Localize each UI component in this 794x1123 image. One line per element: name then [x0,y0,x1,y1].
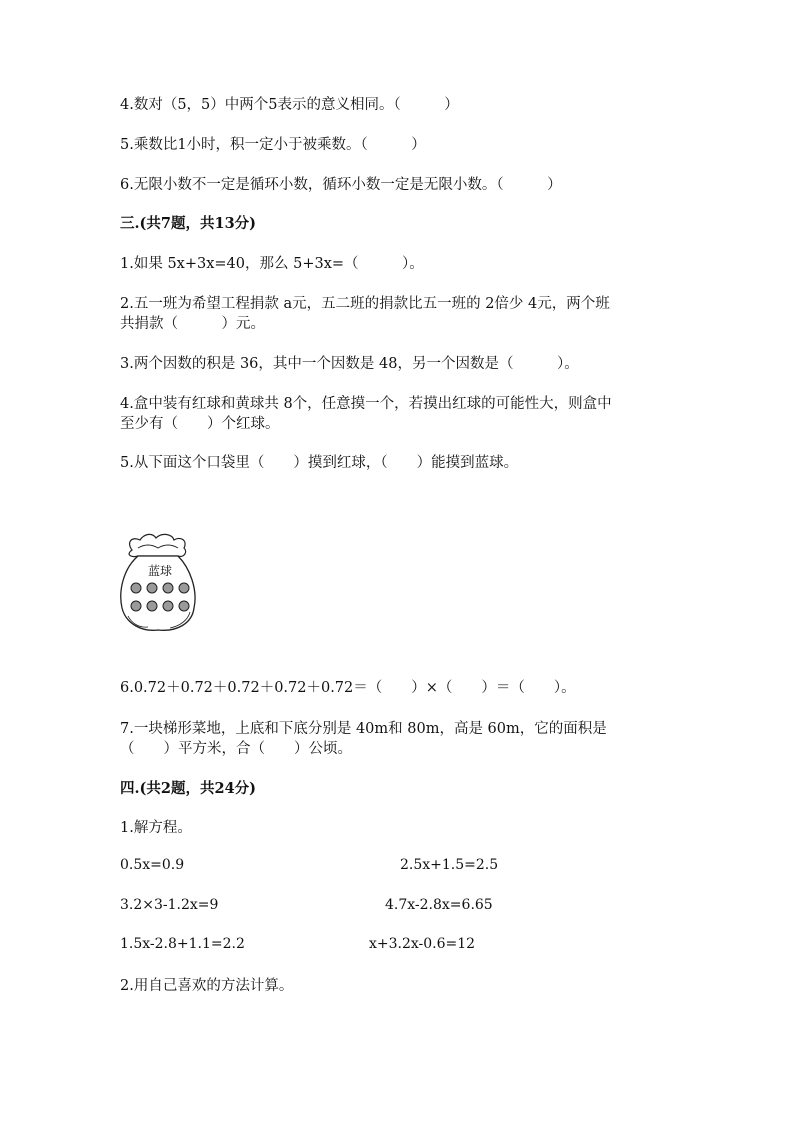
section3-q6: 6.0.72＋0.72＋0.72＋0.72＋0.72＝（ ）×（ ）＝（ ）。 [120,680,576,696]
section3-q4-line1: 4.盒中装有红球和黄球共 8个，任意摸一个，若摸出红球的可能性大，则盒中 [120,396,612,412]
section3-q7-line2: （ ）平方米，合（ ）公顷。 [120,741,352,757]
section4-q2: 2.用自己喜欢的方法计算。 [120,978,294,994]
equation-6: x+3.2x-0.6=12 [369,936,476,952]
section3-q3: 3.两个因数的积是 36，其中一个因数是 48，另一个因数是（ ）。 [120,356,579,372]
equation-3: 3.2×3-1.2x=9 [120,897,219,913]
judgement-q4: 4.数对（5，5）中两个5表示的意义相同。（ ） [120,97,459,113]
equation-5: 1.5x-2.8+1.1=2.2 [120,936,245,952]
section3-q2-line2: 共捐款（ ）元。 [120,316,265,332]
section3-q2-line1: 2.五一班为希望工程捐款 a元，五二班的捐款比五一班的 2倍少 4元，两个班 [120,296,610,312]
section3-q4-line2: 至少有（ ）个红球。 [120,416,280,432]
equation-4: 4.7x-2.8x=6.65 [385,897,493,913]
judgement-q6: 6.无限小数不一定是循环小数，循环小数一定是无限小数。（ ） [120,177,562,193]
section3-heading: 三.(共7题，共13分) [120,215,257,232]
bag-label: 蓝球 [147,564,173,578]
section4-q1: 1.解方程。 [120,820,192,836]
section3-q7-line1: 7.一块梯形菜地，上底和下底分别是 40m和 80m，高是 60m，它的面积是 [120,721,607,737]
section3-q5: 5.从下面这个口袋里（ ）摸到红球，（ ）能摸到蓝球。 [120,455,519,471]
section3-q1: 1.如果 5x+3x=40，那么 5+3x=（ ）。 [120,256,424,272]
equation-2: 2.5x+1.5=2.5 [400,857,499,873]
judgement-q5: 5.乘数比1小时，积一定小于被乘数。（ ） [120,137,426,153]
section4-heading: 四.(共2题，共24分) [120,780,257,797]
equation-1: 0.5x=0.9 [120,857,185,873]
ball-bag-illustration [118,528,198,638]
